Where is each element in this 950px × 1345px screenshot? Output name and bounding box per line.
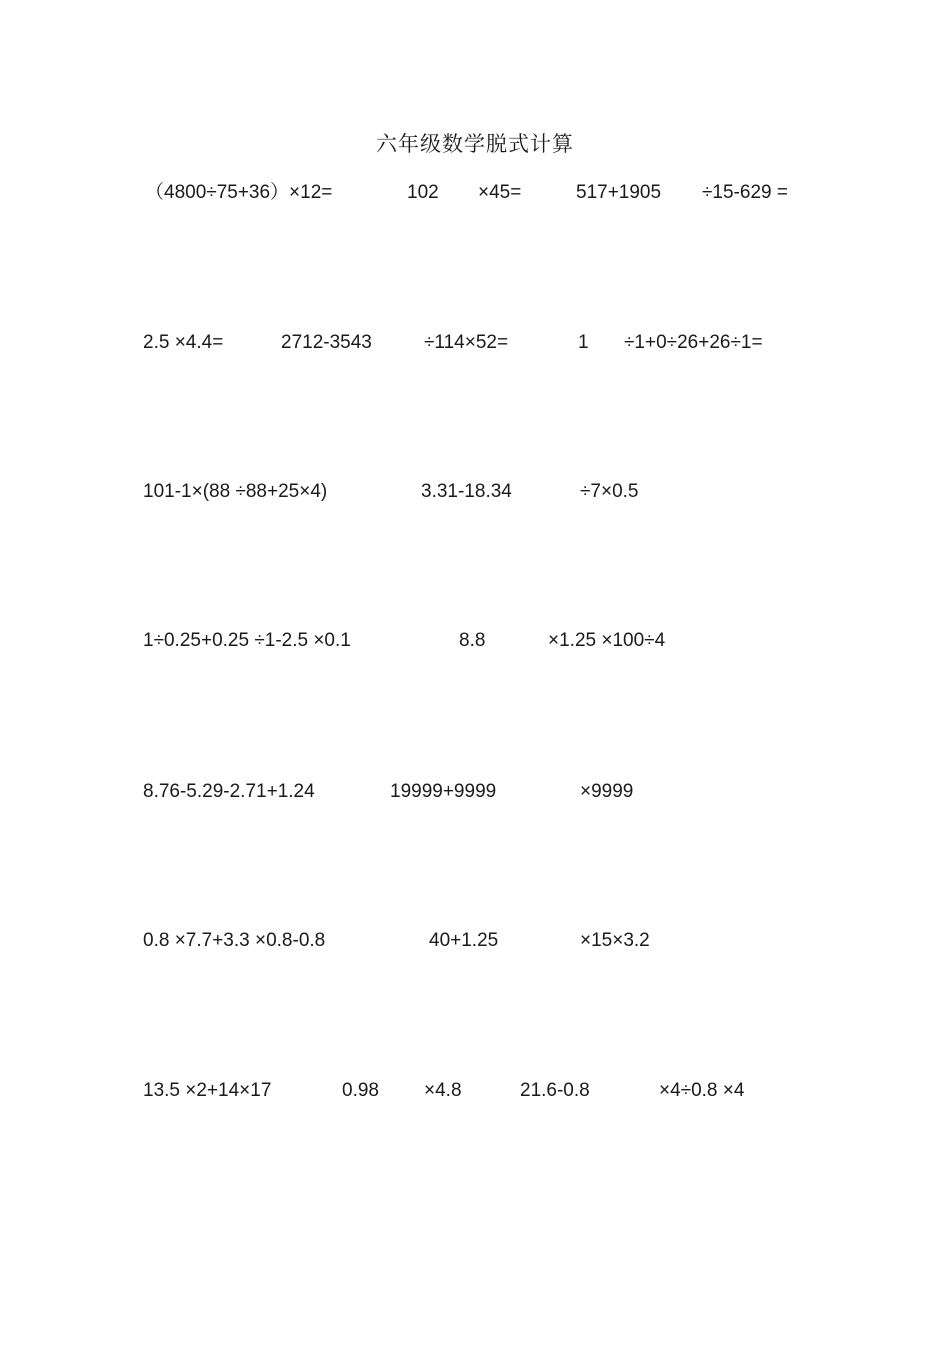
problem-row [0,180,950,210]
expression: 517+1905 [576,182,662,203]
expression: 40+1.25 [429,930,499,951]
expression: ×4÷0.8 ×4 [659,1080,745,1101]
expression: 101-1×(88 ÷88+25×4) [143,481,328,502]
expression: 19999+9999 [390,781,497,802]
expression: 102 [407,182,439,203]
expression: 3.31-18.34 [421,481,512,502]
expression: ×15×3.2 [580,930,650,951]
problem-row [0,1078,950,1108]
expression: 0.98 [342,1080,379,1101]
expression: （4800÷75+36）×12= [145,182,333,203]
expression: ÷15-629 = [702,182,788,203]
problem-row [0,628,950,658]
expression: 13.5 ×2+14×17 [143,1080,272,1101]
expression: ×1.25 ×100÷4 [548,630,666,651]
expression: 0.8 ×7.7+3.3 ×0.8-0.8 [143,930,326,951]
page-title: 六年级数学脱式计算 [376,132,574,156]
problem-row [0,479,950,509]
expression: ÷1+0÷26+26÷1= [624,332,763,353]
expression: ×9999 [580,781,634,802]
expression: ×45= [478,182,522,203]
problem-row [0,330,950,360]
expression: ×4.8 [424,1080,462,1101]
expression: 2.5 ×4.4= [143,332,224,353]
expression: ÷7×0.5 [580,481,639,502]
expression: 2712-3543 [281,332,372,353]
expression: 21.6-0.8 [520,1080,590,1101]
expression: 8.76-5.29-2.71+1.24 [143,781,315,802]
problem-row [0,928,950,958]
problem-row [0,779,950,809]
expression: 1÷0.25+0.25 ÷1-2.5 ×0.1 [143,630,351,651]
expression: 8.8 [459,630,486,651]
expression: 1 [578,332,589,353]
expression: ÷114×52= [424,332,509,353]
